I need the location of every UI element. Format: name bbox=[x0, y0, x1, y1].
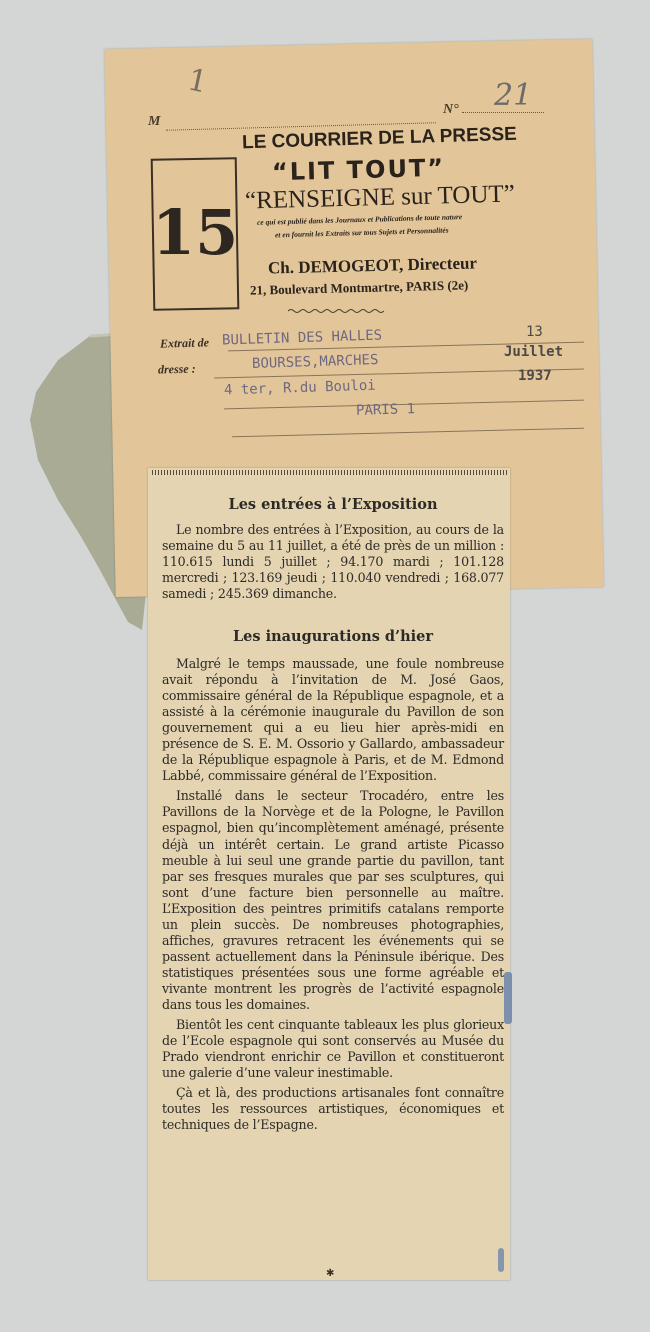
stamp-subtitle: BOURSES,MARCHES bbox=[251, 352, 379, 372]
paragraph-pavilion: Installé dans le secteur Trocadéro, entre les Pavillons de la Norvège et de la Pologne, le Pavillon espagnol, bien qu’incomplètement aménagé, présente déjà un intérêt certain. Le grand artiste Picasso meuble à lui seul une grande partie du pavillon, tant par ses fresques murales que par ses sculptures, qui sont d’une facture bien personnelle au maître. L’Exposition des peintres primitifs catalans remporte un plein succès. De nombreuses photographies, affiches, gravures retracent les événements qui se passent actuellement dans la Péninsule ibérique. Des statistiques présentées sous une forme agréable et vivante montrent les progrès de l’activité espagnole dans tous les domaines. bbox=[162, 788, 504, 1012]
stamp-month: Juillet bbox=[504, 344, 564, 360]
slip-title: LE COURRIER DE LA PRESSE bbox=[241, 123, 518, 154]
paragraph-artisanal: Çà et là, des productions artisanales font connaître toutes les ressources artistiques, économiques et techniques de l’Espagne. bbox=[162, 1085, 504, 1133]
blue-pencil-mark bbox=[504, 972, 512, 1024]
paragraph-ceremony: Malgré le temps maussade, une foule nombreuse avait répondu à l’invitation de M. José Gaos, commissaire général de la République espagnole, et a assisté à la cérémonie inaugurale du Pavillon de son gouvernement qui a eu lieu hier après-midi en présence de S. E. M. Ossorio y Gallardo, ambassadeur de la République espagnole à Paris, et de M. Edmond Labbé, commissaire général de l’Exposition. bbox=[162, 656, 504, 784]
slip-slogan-2: “RENSEIGNE sur TOUT” bbox=[244, 180, 516, 215]
stamp-street: 4 ter, R.du Bouloi bbox=[223, 377, 376, 399]
stamp-year: 1937 bbox=[518, 368, 552, 384]
asterisk-mark: ✱ bbox=[326, 1268, 335, 1279]
handwritten-mark: 1 bbox=[184, 62, 211, 101]
heading-inaugurations: Les inaugurations d’hier bbox=[232, 628, 434, 645]
blue-pencil-mark-bottom bbox=[498, 1248, 504, 1272]
decorative-wavy-rule bbox=[288, 308, 386, 314]
slip-description-1: ce qui est publié dans les Journaux et Publications de toute nature bbox=[256, 212, 463, 227]
box-number: 15 bbox=[152, 196, 239, 269]
extrait-label: Extrait de bbox=[159, 335, 210, 351]
adresse-label: dresse : bbox=[157, 361, 196, 377]
number-label: N° bbox=[443, 102, 459, 117]
stamp-city: PARIS 1 bbox=[355, 401, 416, 419]
m-label: M bbox=[148, 114, 161, 129]
handwritten-number: 21 bbox=[494, 78, 533, 113]
article-heading-inaugurations bbox=[162, 628, 504, 645]
slip-description-2: et en fournit les Extraits sur tous Sujets et Personnalités bbox=[274, 225, 449, 240]
stamp-publication: BULLETIN DES HALLES bbox=[221, 327, 383, 349]
article-heading-entries bbox=[162, 496, 504, 513]
article-entries-block bbox=[162, 522, 504, 602]
paragraph-entries: Le nombre des entrées à l’Exposition, au cours de la semaine du 5 au 11 juillet, a été de près de un million : 110.615 lundi 5 juillet ; 94.170 mardi ; 101.128 mercredi ; 123.169 jeudi ; 110.040 vendredi ; 168.077 samedi ; 245.369 dimanche. bbox=[162, 522, 504, 602]
stamp-day: 13 bbox=[526, 324, 543, 340]
slip-address: 21, Boulevard Montmartre, PARIS (2e) bbox=[249, 277, 469, 298]
clipping-top-border bbox=[152, 470, 507, 475]
slip-slogan-1: “LIT TOUT” bbox=[271, 153, 446, 187]
paragraph-prado: Bientôt les cent cinquante tableaux les plus glorieux de l’Ecole espagnole qui sont conservés au Musée du Prado viendront enrichir ce Pavillon et constitueront une galerie d’une valeur inestimable. bbox=[162, 1017, 504, 1081]
heading-entrees: Les entrées à l’Exposition bbox=[228, 496, 438, 513]
slip-director: Ch. DEMOGEOT, Directeur bbox=[267, 253, 478, 278]
article-body bbox=[162, 656, 504, 1133]
